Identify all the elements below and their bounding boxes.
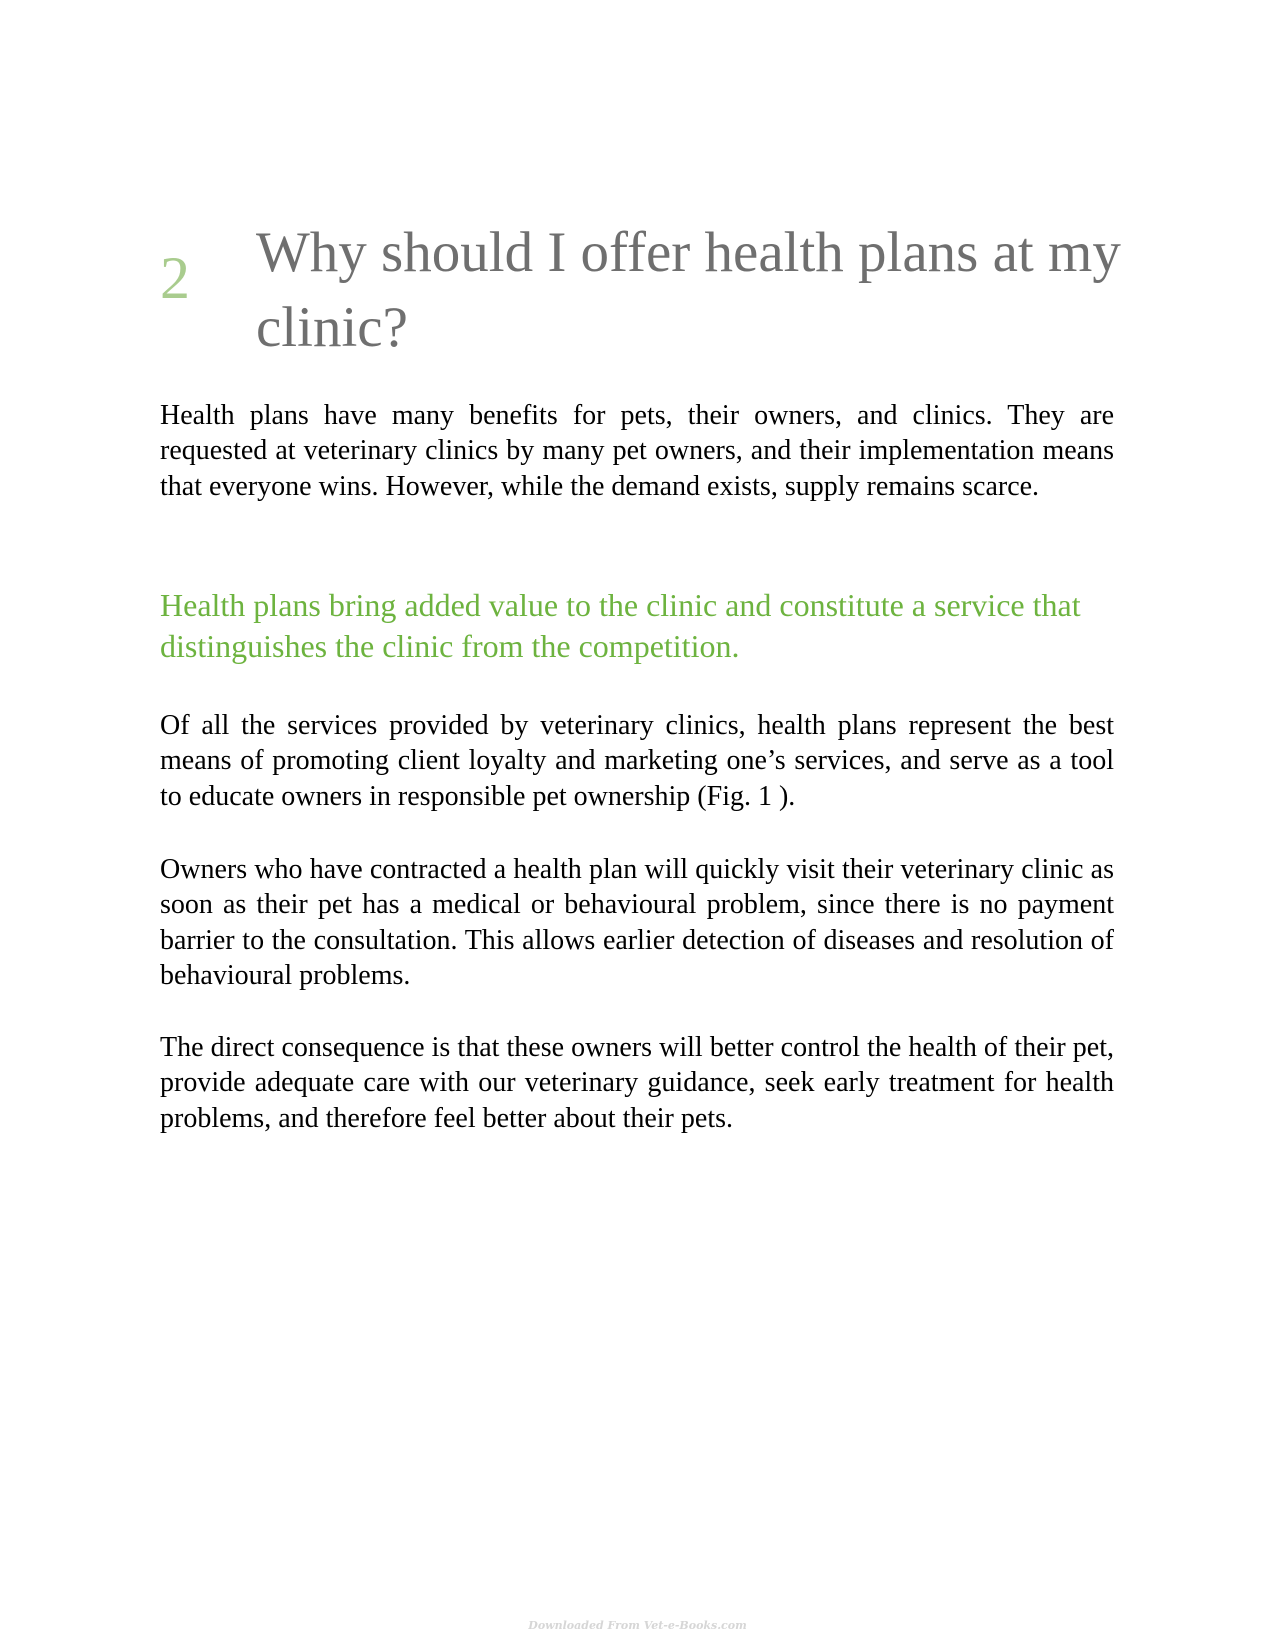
- pullquote: Health plans bring added value to the clinic and constitute a service that distinguishes the clinic from the competition.: [160, 587, 1081, 664]
- download-watermark: Downloaded From Vet-e-Books.com: [528, 1619, 747, 1632]
- body-paragraph-4: The direct consequence is that these owners will better control the health of their pet, provide adequate care with our veterinary guidance, seek early treatment for health problems, and therefore feel better about their pets.: [160, 1032, 1114, 1134]
- body-paragraph-2: Of all the services provided by veterinary clinics, health plans represent the best means of promoting client loyalty and marketing one’s services, and serve as a tool to educate owners in responsible pet ownership (Fig. 1 ).: [160, 710, 1114, 812]
- chapter-number: 2: [160, 245, 190, 311]
- chapter-title: Why should I offer health plans at my clinic?: [256, 221, 1121, 359]
- body-paragraph-3: Owners who have contracted a health plan will quickly visit their veterinary clinic as soon as their pet has a medical or behavioural problem, since there is no payment barrier to the consultation. This allows earlier detection of diseases and resolution of behavioural problems.: [160, 854, 1114, 991]
- body-paragraph-1: Health plans have many benefits for pets, their owners, and clinics. They are requested at veterinary clinics by many pet owners, and their implementation means that everyone wins. However, while the demand exists, supply remains scarce.: [160, 400, 1114, 502]
